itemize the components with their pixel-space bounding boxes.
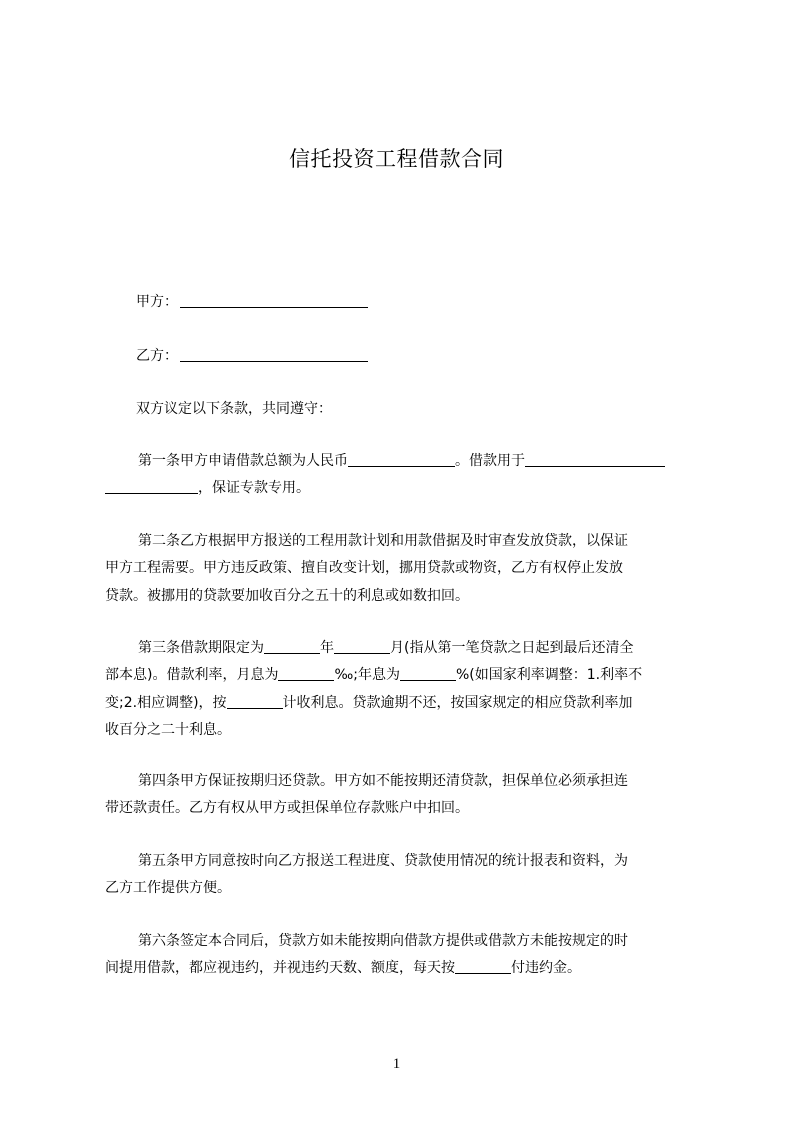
article-2-line: 第二条乙方根据甲方报送的工程用款计划和用款借据及时审查发放贷款，以保证: [138, 533, 628, 549]
intro-paragraph: [136, 396, 696, 423]
article-3-text: 月(指从第一笔贷款之日起到最后还清全: [390, 640, 634, 656]
monthly-rate-blank: [278, 666, 334, 681]
purpose-blank-continued: [105, 479, 198, 494]
article-1-text: 。借款用于: [455, 453, 525, 469]
article-3-text: 部本息)。借款利率，月息为: [105, 667, 279, 684]
article-3: [105, 635, 700, 744]
article-1-text: ，保证专款专用。: [198, 480, 310, 497]
document-title: 信托投资工程借款合同: [289, 147, 504, 171]
article-3-text: 变;2.相应调整)，按: [105, 694, 227, 711]
interest-basis-blank: [227, 694, 283, 709]
article-6-text: 付违约金。: [511, 960, 581, 977]
article-5-line: 乙方工作提供方便。: [105, 880, 231, 897]
article-2-line: 贷款。被挪用的贷款要加收百分之五十的利息或如数扣回。: [105, 587, 469, 604]
article-3-text: 计收利息。贷款逾期不还，按国家规定的相应贷款利率加: [282, 694, 633, 711]
article-3-text: 收百分之二十利息。: [105, 721, 231, 738]
years-blank: [264, 639, 320, 654]
article-1-text: 第一条甲方申请借款总额为人民币: [138, 453, 348, 469]
penalty-blank: [455, 959, 511, 974]
party-b-blank: [180, 347, 368, 362]
article-6: [105, 928, 700, 983]
party-b-line: [136, 345, 368, 365]
party-a-label: 甲方：: [136, 294, 178, 310]
purpose-blank: [525, 452, 665, 467]
article-2-line: 甲方工程需要。甲方违反政策、擅自改变计划，挪用贷款或物资，乙方有权停止发放: [105, 560, 623, 577]
amount-blank: [348, 452, 455, 467]
article-6-text: 间提用借款，都应视违约，并视违约天数、额度，每天按: [105, 960, 455, 977]
months-blank: [334, 639, 390, 654]
article-4-line: 带还款责任。乙方有权从甲方或担保单位存款账户中扣回。: [105, 800, 469, 817]
annual-rate-blank: [400, 666, 456, 681]
article-3-text: ‰;年息为: [334, 667, 400, 684]
party-b-label: 乙方：: [136, 348, 178, 364]
article-4-line: 第四条甲方保证按期归还贷款。甲方如不能按期还清贷款，担保单位必须承担连: [138, 773, 628, 789]
intro-text: 双方议定以下条款，共同遵守：: [136, 401, 332, 417]
article-4: [105, 768, 700, 823]
article-3-text: 年: [320, 640, 334, 656]
party-a-line: [136, 291, 368, 311]
article-5: [105, 848, 700, 903]
article-6-line: 第六条签定本合同后，贷款方如未能按期向借款方提供或借款方未能按规定的时: [138, 933, 628, 949]
article-3-text: 第三条借款期限定为: [138, 640, 264, 656]
party-a-blank: [180, 293, 368, 308]
article-3-text: %(如国家利率调整：1.利率不: [455, 667, 643, 684]
article-2: [105, 528, 700, 610]
article-5-line: 第五条甲方同意按时向乙方报送工程进度、贷款使用情况的统计报表和资料，为: [138, 853, 628, 869]
page-number: 1: [392, 1056, 401, 1072]
article-1: [105, 448, 700, 503]
